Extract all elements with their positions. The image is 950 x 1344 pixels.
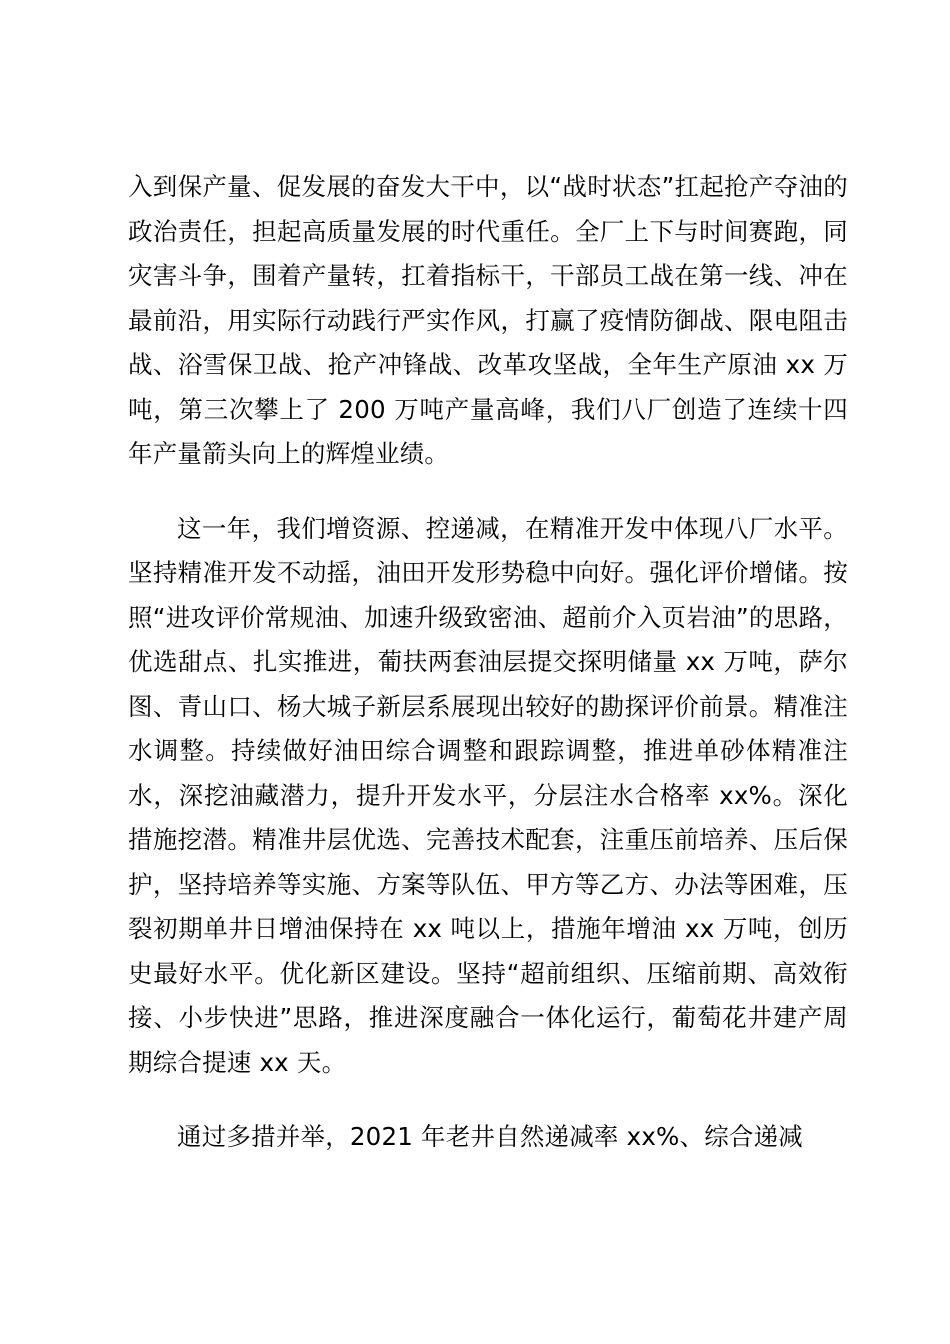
- paragraph-continuation: 入到保产量、促发展的奋发大干中，以“战时状态”扛起抢产夺油的政治责任，担起高质量发展的时代重任。全厂上下与时间赛跑，同灾害斗争，围着产量转，扛着指标干，干部员工战在第一线、冲在最前沿，用实际行动践行严实作风，打赢了疫情防御战、限电阻击战、浴雪保卫战、抢产冲锋战、改革攻坚战，全年生产原油 xx 万吨，第三次攀上了 200 万吨产量高峰，我们八厂创造了连续十四年产量箭头向上的辉煌业绩。: [128, 172, 848, 468]
- paragraph-precise-development: 这一年，我们增资源、控递减，在精准开发中体现八厂水平。坚持精准开发不动摇，油田开发形势稳中向好。强化评价增储。按照“进攻评价常规油、加速升级致密油、超前介入页岩油”的思路，优选甜点、扎实推进，葡扶两套油层提交探明储量 xx 万吨，萨尔图、青山口、杨大城子新层系展现出较好的勘探评价前景。精准注水调整。持续做好油田综合调整和跟踪调整，推进单砂体精准注水，深挖油藏潜力，提升开发水平，分层注水合格率 xx%。深化措施挖潜。精准井层优选、完善技术配套，注重压前培养、压后保护，坚持培养等实施、方案等队伍、甲方等乙方、办法等困难，压裂初期单井日增油保持在 xx 吨以上，措施年增油 xx 万吨，创历史最好水平。优化新区建设。坚持“超前组织、压缩前期、高效衔接、小步快进”思路，推进深度融合一体化运行，葡萄花井建产周期综合提速 xx 天。: [128, 513, 848, 1077]
- paragraph-decline-rate: 通过多措并举，2021 年老井自然递减率 xx%、综合递减: [177, 1122, 804, 1151]
- paragraph-gap: [128, 1085, 848, 1115]
- paragraph-gap: [128, 477, 848, 507]
- document-page: [128, 165, 848, 1160]
